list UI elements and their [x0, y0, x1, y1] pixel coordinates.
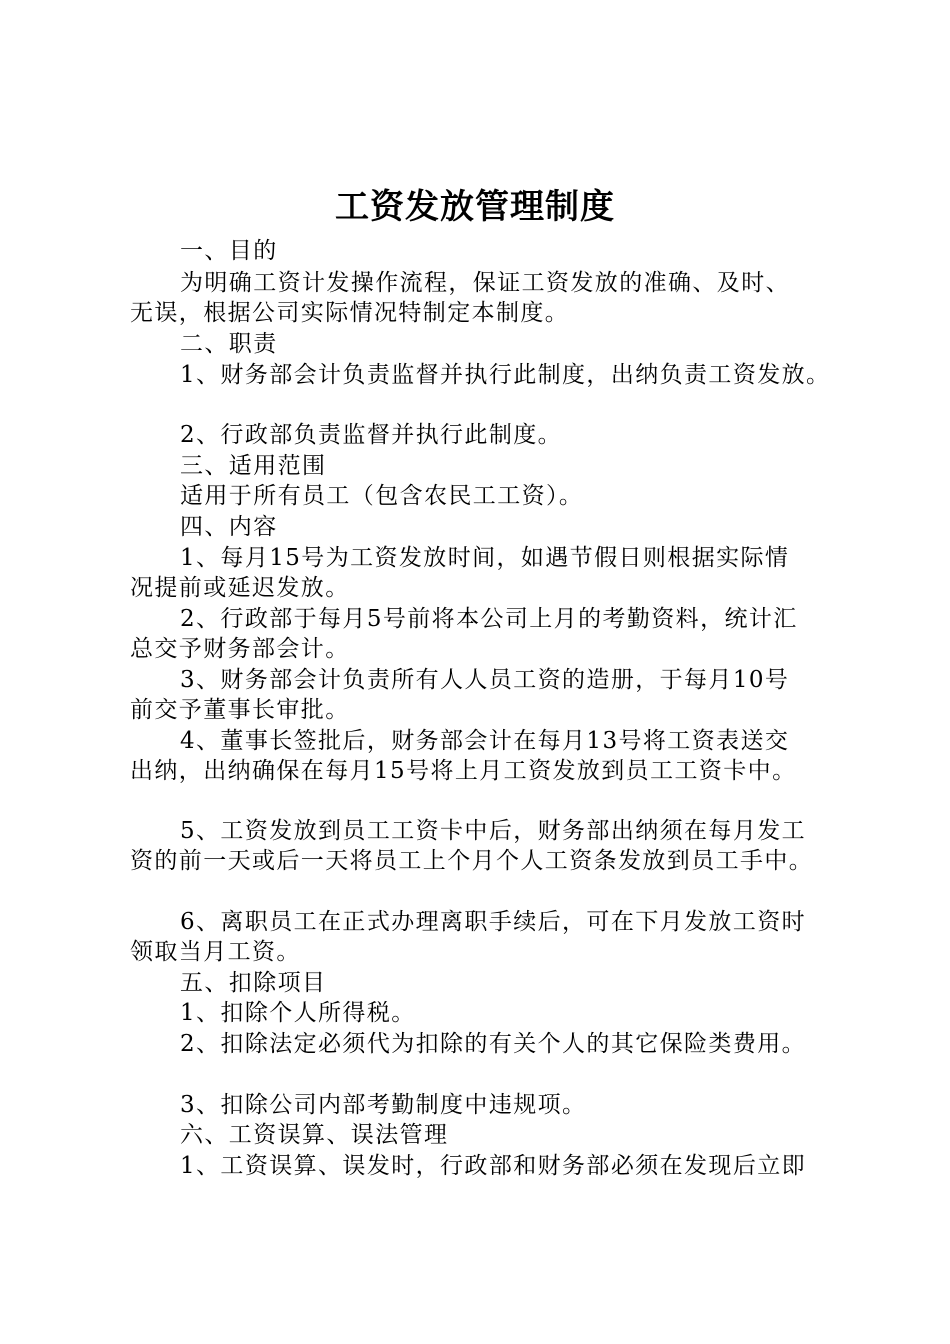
paragraph-line: 1、工资误算、误发时，行政部和财务部必须在发现后立即: [180, 1153, 807, 1179]
paragraph-line: 无误，根据公司实际情况特制定本制度。: [130, 300, 570, 326]
paragraph-line: 4、董事长签批后，财务部会计在每月13号将工资表送交: [180, 728, 790, 754]
paragraph-line: 2、行政部负责监督并执行此制度。: [180, 422, 563, 448]
section-heading-purpose: 一、目的: [180, 238, 278, 264]
paragraph-line: 前交予董事长审批。: [130, 697, 350, 723]
paragraph-line: 3、扣除公司内部考勤制度中违规项。: [180, 1092, 587, 1118]
section-heading-scope: 三、适用范围: [180, 453, 327, 479]
paragraph-line: 2、行政部于每月5号前将本公司上月的考勤资料，统计汇: [180, 606, 798, 632]
paragraph-line: 6、离职员工在正式办理离职手续后，可在下月发放工资时: [180, 909, 807, 935]
paragraph-line: 领取当月工资。: [130, 939, 301, 965]
section-heading-deductions: 五、扣除项目: [180, 970, 327, 996]
paragraph-line: 1、财务部会计负责监督并执行此制度，出纳负责工资发放。: [180, 362, 831, 388]
paragraph-line: 3、财务部会计负责所有人人员工资的造册，于每月10号: [180, 667, 790, 693]
paragraph-line: 1、每月15号为工资发放时间，如遇节假日则根据实际情: [180, 545, 790, 571]
paragraph-line: 出纳，出纳确保在每月15号将上月工资发放到员工工资卡中。: [130, 758, 797, 784]
section-heading-duties: 二、职责: [180, 331, 278, 357]
paragraph-line: 为明确工资计发操作流程，保证工资发放的准确、及时、: [180, 270, 790, 296]
paragraph-line: 1、扣除个人所得税。: [180, 1000, 416, 1026]
paragraph-line: 2、扣除法定必须代为扣除的有关个人的其它保险类费用。: [180, 1031, 807, 1057]
paragraph-line: 况提前或延迟发放。: [130, 575, 350, 601]
paragraph-line: 总交予财务部会计。: [130, 636, 350, 662]
document-title: 工资发放管理制度: [335, 187, 615, 227]
paragraph-line: 适用于所有员工（包含农民工工资）。: [180, 483, 584, 509]
section-heading-miscalculation: 六、工资误算、误法管理: [180, 1122, 449, 1148]
paragraph-line: 资的前一天或后一天将员工上个月个人工资条发放到员工手中。: [130, 848, 814, 874]
section-heading-content: 四、内容: [180, 514, 278, 540]
paragraph-line: 5、工资发放到员工工资卡中后，财务部出纳须在每月发工: [180, 818, 807, 844]
